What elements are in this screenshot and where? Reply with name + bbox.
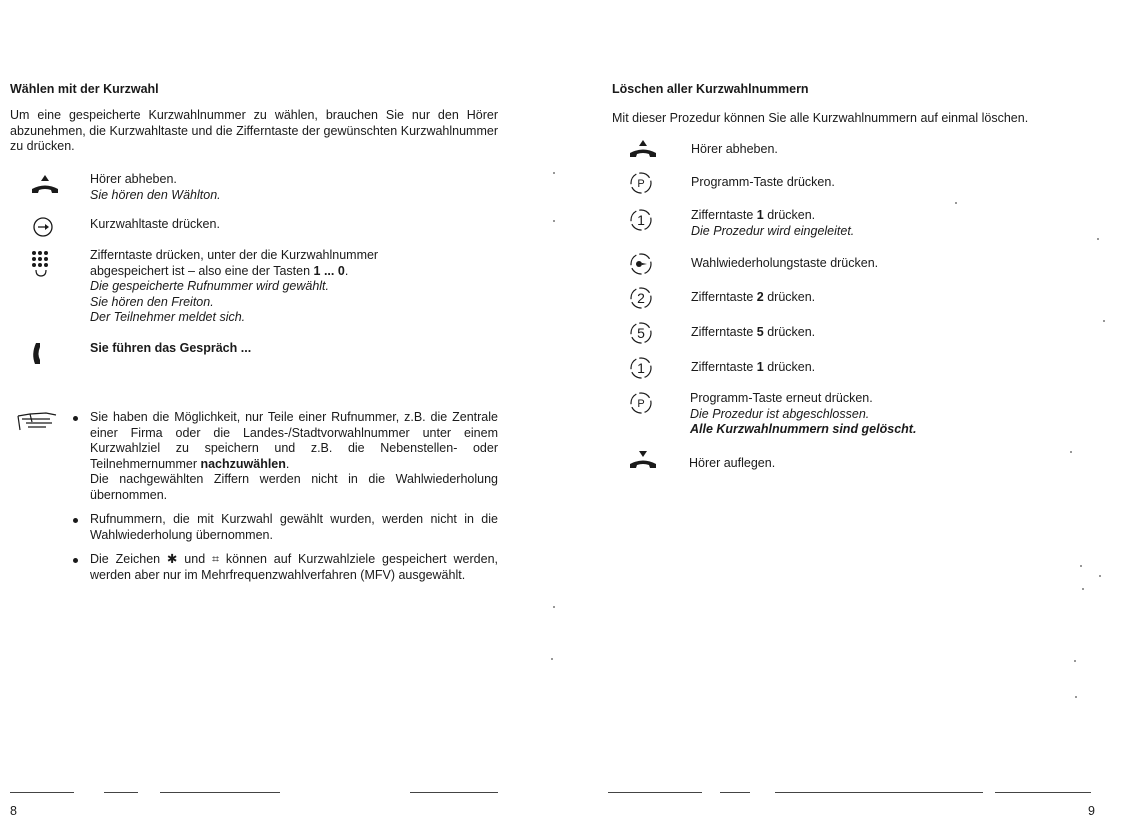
svg-text:1: 1 bbox=[637, 212, 645, 228]
step-text: Kurzwahltaste drücken. bbox=[90, 217, 220, 231]
left-heading: Wählen mit der Kurzwahl bbox=[10, 82, 159, 96]
footer-rule bbox=[720, 792, 750, 793]
note-bullets bbox=[72, 410, 498, 592]
program-key-icon bbox=[628, 171, 662, 199]
svg-text:P: P bbox=[637, 398, 645, 410]
digit-key-5-icon bbox=[628, 320, 662, 348]
handset-hangup-icon bbox=[628, 450, 662, 478]
svg-text:5: 5 bbox=[637, 325, 645, 341]
redial-key-icon bbox=[628, 251, 662, 279]
step-result: Der Teilnehmer meldet sich. bbox=[90, 310, 246, 324]
digit-key-2-icon bbox=[628, 285, 662, 313]
handset-lift-icon bbox=[628, 140, 662, 168]
left-intro: Um eine gespeicherte Kurzwahlnummer zu wählen, brauchen Sie nur den Hörer abzunehmen, die Kurzwahltaste und die Zifferntaste der gewünschten Kurzwahlnummer zu drücken. bbox=[10, 108, 498, 153]
footer-rule bbox=[104, 792, 138, 793]
footer-rule bbox=[410, 792, 498, 793]
footer-rule bbox=[608, 792, 702, 793]
handset-talk-icon bbox=[30, 341, 64, 369]
list-item: Rufnummern, die mit Kurzwahl gewählt wurden, werden nicht in die Wahlwiederholung übernommen. bbox=[72, 512, 498, 543]
svg-text:1: 1 bbox=[637, 360, 645, 376]
svg-text:P: P bbox=[637, 178, 645, 190]
step-result: Sie hören den Wählton. bbox=[90, 187, 221, 202]
list-item: Die Zeichen ✱ und ⌗ können auf Kurzwahlziele gespeichert werden, werden aber nur im Mehrfrequenzwahlverfahren (MFV) ausgewählt. bbox=[72, 552, 498, 583]
page-number: 9 bbox=[1088, 804, 1095, 818]
step-text: Zifferntaste drücken, unter der die Kurzwahlnummer bbox=[90, 248, 379, 262]
right-page: Löschen aller Kurzwahlnummern Mit dieser Prozedur können Sie alle Kurzwahlnummern auf einmal löschen. Hörer abheben. P Programm-Taste drücken. 1 Zifferntaste 1 drücken. Die Prozedur wird eingeleitet. Wahlwiederholungstaste drücken. 2 Zifferntaste 2 drücken. 5 Zifferntaste 5 drücken. 1 Zifferntaste 1 drücken. P Programm-Taste erneut drücken. Die Prozedur ist abgeschlossen. Alle Kurzwahlnummern sind gelöscht. Hörer auflegen. 9 bbox=[565, 0, 1130, 820]
step-result: Die gespeicherte Rufnummer wird gewählt. bbox=[90, 279, 329, 293]
list-item: Sie haben die Möglichkeit, nur Teile einer Rufnummer, z.B. die Zentrale einer Firma oder die Landes-/Stadtvorwahlnummer unter einem Kurzwahlziel zu speichern und z.B. die Nebenstellen- oder Teilnehmernummer nachzuwählen. Die nachgewählten Ziffern werden nicht in die Wahlwiederholung übernommen. bbox=[72, 410, 498, 503]
footer-rule bbox=[995, 792, 1091, 793]
footer-rule bbox=[160, 792, 280, 793]
keypad-icon bbox=[30, 248, 64, 276]
step-text: Sie führen das Gespräch ... bbox=[90, 341, 252, 355]
digit-key-1-icon bbox=[628, 355, 662, 383]
step-text: Hörer abheben. bbox=[90, 172, 177, 186]
digit-key-1-icon bbox=[628, 207, 662, 235]
footer-rule bbox=[10, 792, 74, 793]
right-heading: Löschen aller Kurzwahlnummern bbox=[612, 82, 809, 96]
footer-rule bbox=[775, 792, 983, 793]
program-key-icon bbox=[628, 391, 662, 419]
page-number: 8 bbox=[10, 804, 17, 818]
right-intro: Mit dieser Prozedur können Sie alle Kurzwahlnummern auf einmal löschen. bbox=[612, 111, 1029, 125]
step-text-2: abgespeichert ist – also eine der Tasten 1 ... 0. bbox=[90, 263, 349, 278]
svg-text:2: 2 bbox=[637, 290, 645, 306]
note-hand-icon bbox=[16, 410, 60, 439]
step-result: Sie hören den Freiton. bbox=[90, 294, 214, 309]
handset-lift-icon bbox=[30, 172, 64, 200]
speed-dial-key-icon bbox=[30, 217, 64, 245]
left-page bbox=[0, 0, 560, 820]
